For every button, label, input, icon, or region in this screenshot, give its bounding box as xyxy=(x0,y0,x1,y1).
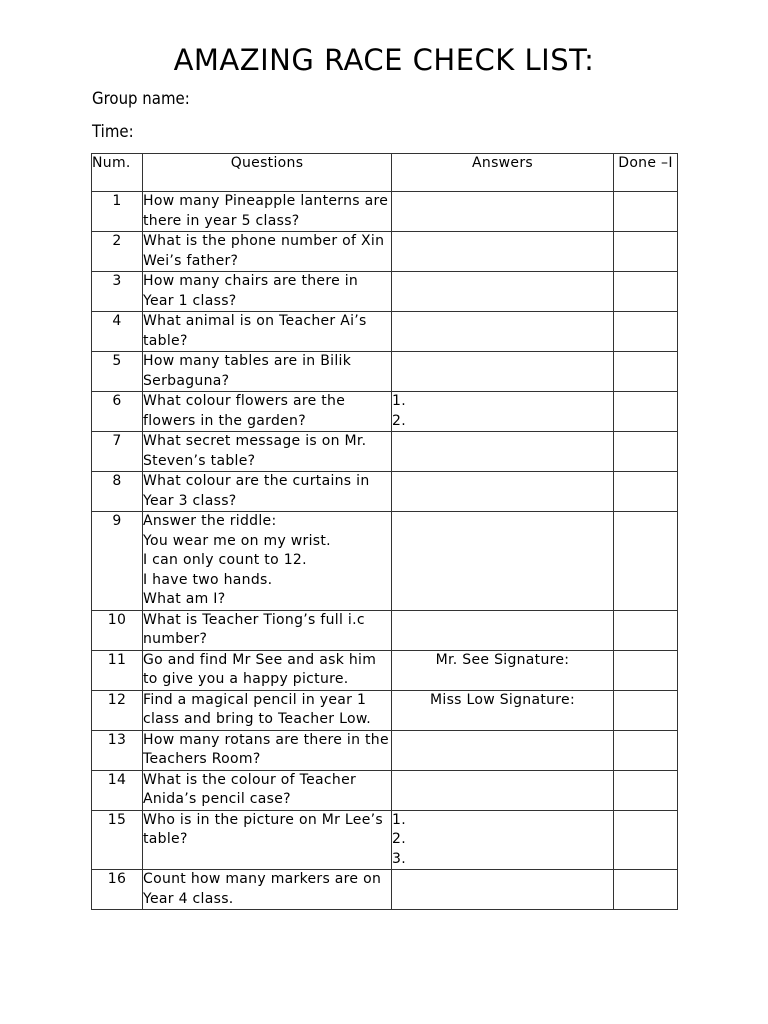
answer-cell[interactable] xyxy=(392,472,614,512)
table-row xyxy=(92,312,678,352)
answer-line-number: 2. xyxy=(392,412,406,429)
table-row xyxy=(92,650,678,690)
answer-cell[interactable] xyxy=(392,690,614,730)
question-cell: How many chairs are there in Year 1 class? xyxy=(143,272,392,312)
signature-label: Mr. See Signature: xyxy=(435,651,570,668)
row-number: 16 xyxy=(92,870,143,910)
table-row xyxy=(92,432,678,472)
done-checkbox-cell[interactable] xyxy=(614,392,678,432)
row-number: 7 xyxy=(92,432,143,472)
row-number: 3 xyxy=(92,272,143,312)
question-cell: How many tables are in Bilik Serbaguna? xyxy=(143,352,392,392)
question-cell: What animal is on Teacher Ai’s table? xyxy=(143,312,392,352)
answer-line-number: 2. xyxy=(392,831,406,847)
answer-line-number: 3. xyxy=(392,850,406,867)
table-row xyxy=(92,610,678,650)
row-number: 2 xyxy=(92,232,143,272)
done-checkbox-cell[interactable] xyxy=(614,810,678,870)
question-cell: Count how many markers are on Year 4 class. xyxy=(143,870,392,910)
time-label: Time: xyxy=(92,122,134,142)
done-checkbox-cell[interactable] xyxy=(614,610,678,650)
table-row xyxy=(92,870,678,910)
row-number: 10 xyxy=(92,610,143,650)
done-checkbox-cell[interactable] xyxy=(614,770,678,810)
row-number: 11 xyxy=(92,650,143,690)
done-checkbox-cell[interactable] xyxy=(614,432,678,472)
table-row xyxy=(92,232,678,272)
table-row xyxy=(92,472,678,512)
row-number: 8 xyxy=(92,472,143,512)
table-row xyxy=(92,690,678,730)
table-row xyxy=(92,392,678,432)
row-number: 13 xyxy=(92,730,143,770)
table-row xyxy=(92,730,678,770)
question-line: I can only count to 12. xyxy=(143,552,307,568)
group-name-label: Group name: xyxy=(92,89,190,109)
question-cell: Who is in the picture on Mr Lee’s table? xyxy=(143,810,392,870)
question-cell: What secret message is on Mr. Steven’s table? xyxy=(143,432,392,472)
question-cell: What is Teacher Tiong’s full i.c number? xyxy=(143,610,392,650)
done-checkbox-cell[interactable] xyxy=(614,352,678,392)
answer-line-number: 1. xyxy=(392,393,406,409)
question-cell xyxy=(143,512,392,611)
table-row xyxy=(92,810,678,870)
table-row xyxy=(92,770,678,810)
question-cell: How many Pineapple lanterns are there in year 5 class? xyxy=(143,192,392,232)
answer-cell[interactable] xyxy=(392,312,614,352)
done-checkbox-cell[interactable] xyxy=(614,232,678,272)
question-cell: What colour flowers are the flowers in the garden? xyxy=(143,392,392,432)
question-cell: What is the phone number of Xin Wei’s father? xyxy=(143,232,392,272)
answer-cell[interactable] xyxy=(392,770,614,810)
done-checkbox-cell[interactable] xyxy=(614,512,678,611)
answer-cell[interactable] xyxy=(392,650,614,690)
header-done: Done –I xyxy=(614,154,678,192)
question-cell: Go and find Mr See and ask him to give you a happy picture. xyxy=(143,650,392,690)
answer-cell[interactable] xyxy=(392,392,614,432)
answer-cell[interactable] xyxy=(392,610,614,650)
answer-cell[interactable] xyxy=(392,512,614,611)
done-checkbox-cell[interactable] xyxy=(614,690,678,730)
row-number: 12 xyxy=(92,690,143,730)
done-checkbox-cell[interactable] xyxy=(614,870,678,910)
answer-cell[interactable] xyxy=(392,192,614,232)
row-number: 5 xyxy=(92,352,143,392)
header-row xyxy=(92,154,678,192)
answer-cell[interactable] xyxy=(392,352,614,392)
page-title: AMAZING RACE CHECK LIST: xyxy=(173,43,595,77)
answer-cell[interactable] xyxy=(392,730,614,770)
done-checkbox-cell[interactable] xyxy=(614,272,678,312)
question-cell: Find a magical pencil in year 1 class and bring to Teacher Low. xyxy=(143,690,392,730)
header-answers: Answers xyxy=(392,154,614,192)
signature-label: Miss Low Signature: xyxy=(430,691,575,708)
question-line: I have two hands. xyxy=(143,571,273,588)
row-number: 15 xyxy=(92,810,143,870)
header-questions: Questions xyxy=(143,154,392,192)
row-number: 1 xyxy=(92,192,143,232)
answer-cell[interactable] xyxy=(392,272,614,312)
question-line: Answer the riddle: xyxy=(143,513,277,529)
row-number: 9 xyxy=(92,512,143,611)
row-number: 4 xyxy=(92,312,143,352)
question-cell: What is the colour of Teacher Anida’s pencil case? xyxy=(143,770,392,810)
done-checkbox-cell[interactable] xyxy=(614,650,678,690)
answer-cell[interactable] xyxy=(392,810,614,870)
done-checkbox-cell[interactable] xyxy=(614,730,678,770)
header-num: Num. xyxy=(92,154,143,192)
done-checkbox-cell[interactable] xyxy=(614,312,678,352)
answer-line-number: 1. xyxy=(392,811,406,828)
row-number: 6 xyxy=(92,392,143,432)
table-row xyxy=(92,352,678,392)
done-checkbox-cell[interactable] xyxy=(614,472,678,512)
table-row xyxy=(92,512,678,611)
question-cell: How many rotans are there in the Teachers Room? xyxy=(143,730,392,770)
question-cell: What colour are the curtains in Year 3 class? xyxy=(143,472,392,512)
question-line: What am I? xyxy=(143,591,226,607)
checklist-table xyxy=(91,153,678,910)
done-checkbox-cell[interactable] xyxy=(614,192,678,232)
row-number: 14 xyxy=(92,770,143,810)
answer-cell[interactable] xyxy=(392,432,614,472)
question-line: You wear me on my wrist. xyxy=(143,532,331,549)
table-row xyxy=(92,192,678,232)
table-row xyxy=(92,272,678,312)
answer-cell[interactable] xyxy=(392,232,614,272)
answer-cell[interactable] xyxy=(392,870,614,910)
